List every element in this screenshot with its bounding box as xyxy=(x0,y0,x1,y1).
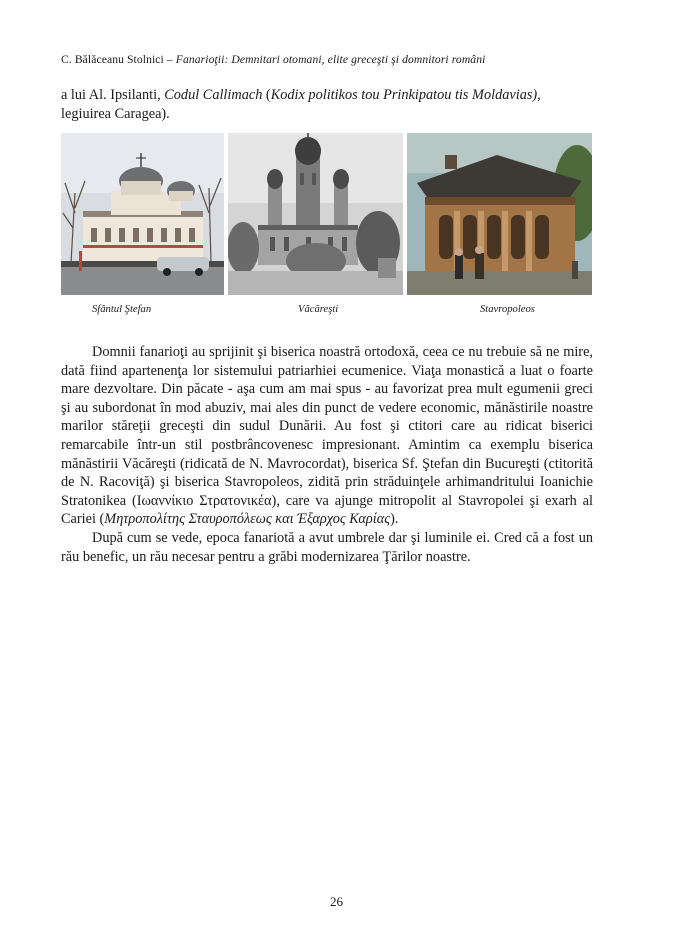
paragraph-1 xyxy=(61,343,593,529)
figure-caption-vacaresti: Văcăreşti xyxy=(298,304,339,315)
photo-sfantul-stefan xyxy=(61,133,224,295)
intro-code: Codul Callimach xyxy=(164,87,263,103)
intro-text xyxy=(61,86,593,124)
photo-stavropoleos xyxy=(407,133,592,295)
intro-code-greek: Kodix politikos tou Prinkipatou tis Moldavias) xyxy=(270,87,538,103)
running-head-title: Fanarioţii: Demnitari otomani, elite greceşti şi domnitori români xyxy=(175,53,486,66)
figure-caption-sfantul-stefan: Sfântul Ştefan xyxy=(92,304,152,315)
figure-caption-stavropoleos: Stavropoleos xyxy=(480,304,535,315)
paragraph-2: După cum se vede, epoca fanariotă a avut umbrele dar şi luminile ei. Cred că a fost un rău benefic, un rău necesar pentru a grăbi modernizarea Ţărilor noastre. xyxy=(61,529,593,565)
running-head-author: C. Bălăceanu Stolnici – xyxy=(61,53,176,66)
body-text xyxy=(61,343,593,566)
paragraph-1-text: Domnii fanarioţi au sprijinit şi biserica noastră ortodoxă, ceea ce nu trebuie să ne mire, dată fiind apartenenţa lor sistemului patriarhiei ecumenice. Viaţa monastică a luat o foarte mare dezvoltare. Din păcate - aşa cum am mai spus - au favorizat prea mult egumenii greci şi au subordonat în mod abuziv, mai ales din punct de vedere economic, mănăstirile noastre marilor stăreţii greceşti din sudul Dunării. Au fost şi ctitori care au ridicat biserici remarcabile într-un stil postbrâncovenesc impresionant. Amintim ca exemplu biserica mănăstirii Văcăreşti (ridicată de N. Mavrocordat), biserica Sf. Ştefan din Bucureşti (ctitorită de N. Racoviţă) şi biserica Stavropoleos, zidită prin străduinţele arhimandritului Ioanichie Stratonikea (Ιωαννίκιο Στρατονικέα), care va ajunge mitropolit al Stavropolei şi exarh al Cariei ( xyxy=(61,344,593,528)
paragraph-1-greek: Μητροπολίτης Σταυροπόλεως και Έξαρχος Καρίας xyxy=(104,511,391,528)
page-number: 26 xyxy=(330,894,343,909)
intro-part1: a lui Al. Ipsilanti, xyxy=(61,87,165,103)
running-head xyxy=(61,53,621,66)
intro-part2: ( xyxy=(262,87,271,103)
paragraph-1-end: ). xyxy=(390,511,399,528)
intro-part3: , legiuirea Caragea). xyxy=(61,87,541,122)
photo-vacaresti xyxy=(228,133,403,295)
